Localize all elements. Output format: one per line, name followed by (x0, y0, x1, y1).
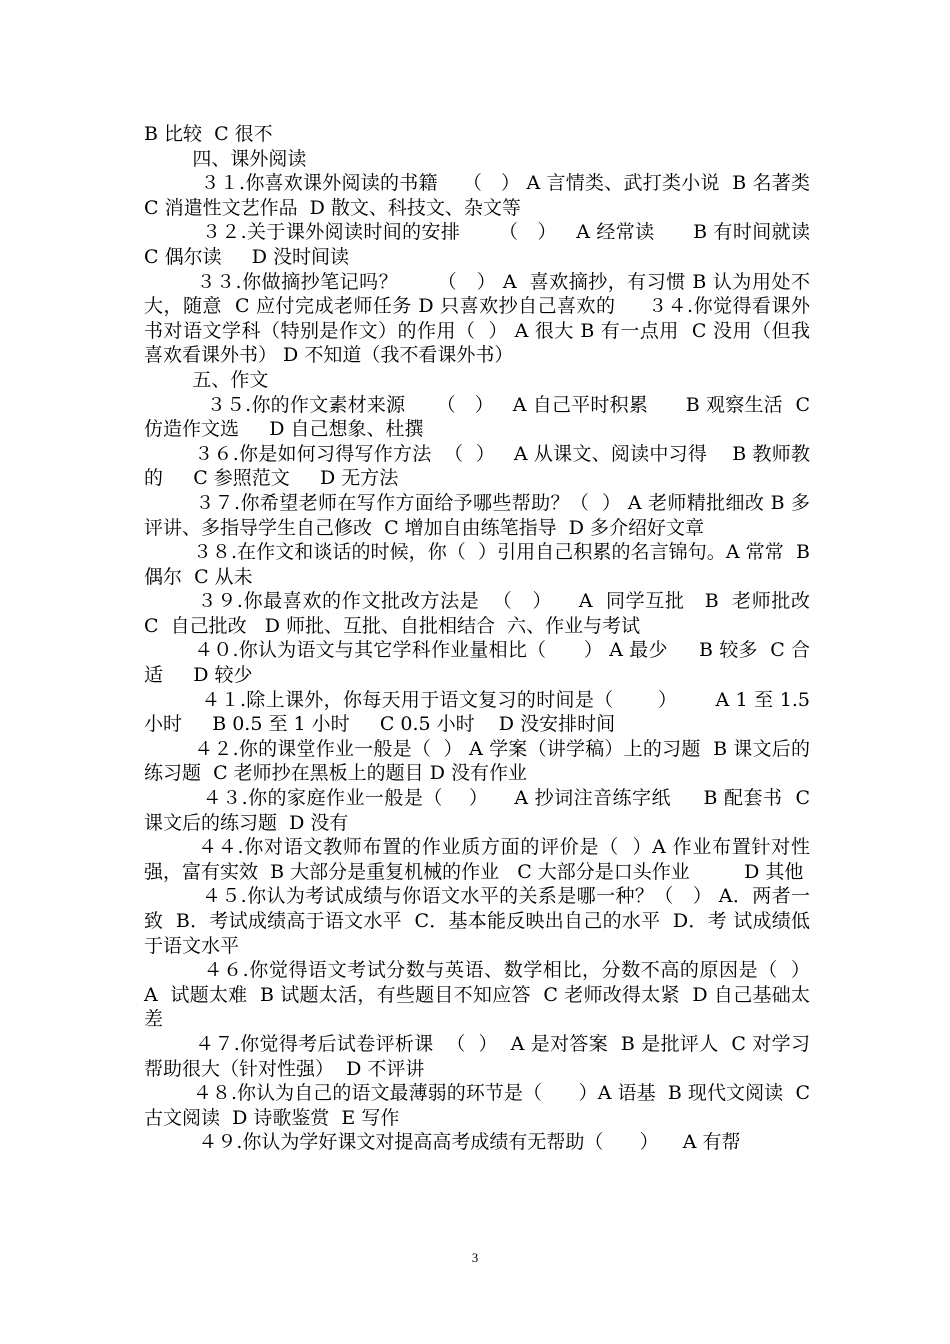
question-44: ４４.你对语文教师布置的作业质方面的评价是（ ）A 作业布置针对性强，富有实效 B 大部分是重复机械的作业 C 大部分是口头作业 D 其他 (144, 836, 810, 883)
question-38: ３８.在作文和谈话的时候，你（ ）引用自己积累的名言锦句。A 常常 B 偶尔 C 从未 (144, 541, 817, 588)
question-46: ４６.你觉得语文考试分数与英语、数学相比，分数不高的原因是（ ） A 试题太难 B 试题太活，有些题目不知应答 C 老师改得太紧 D 自己基础太差 (144, 959, 823, 1031)
question-35: ３５.你的作文素材来源 （ ） A 自己平时积累 B 观察生活 C 仿造作文选 D 自己想象、杜撰 (144, 393, 817, 441)
question-33-34: ３３.你做摘抄笔记吗？ （ ） A 喜欢摘抄，有习惯 B 认为用处不大，随意 C 应付完成老师任务 D 只喜欢抄自己喜欢的 ３４.你觉得看课外书对语文学科（特别是作文）的作用（ ） A 很大 B 有一点用 C 没用（但我喜欢看课外书） D 不知道（我不看课外书） (144, 270, 810, 367)
question-45: ４５.你认为考试成绩与你语文水平的关系是哪一种？（ ） A．两者一致 B．考试成绩高于语文水平 C．基本能反映出自己的水平 D．考 试成绩低于语文水平 (144, 885, 810, 957)
question-40: ４０.你认为语文与其它学科作业量相比（ ） A 最少 B 较多 C 合适 D 较少 (144, 639, 810, 687)
section-heading-extracurricular-reading: 四、课外阅读 (144, 147, 307, 170)
paragraph-options-b-c: B 比较 C 很不 (144, 123, 273, 145)
question-43: ４３.你的家庭作业一般是（ ） A 抄词注音练字纸 B 配套书 C 课文后的练习题 D 没有 (144, 787, 817, 834)
question-49: ４９.你认为学好课文对提高高考成绩有无帮助（ ） A 有帮 (144, 1131, 741, 1154)
question-41: ４１.除上课外，你每天用于语文复习的时间是（ ） A 1 至 1.5 小时 B 0.5 至 1 小时 C 0.5 小时 D 没安排时间 (144, 688, 817, 736)
question-48: ４８.你认为自己的语文最薄弱的环节是（ ）A 语基 B 现代文阅读 C 古文阅读 D 诗歌鉴赏 E 写作 (144, 1082, 817, 1129)
question-42: ４２.你的课堂作业一般是（ ） A 学案（讲学稿）上的习题 B 课文后的练习题 C 老师抄在黑板上的题目 D 没有作业 (144, 737, 810, 785)
page-number: 3 (471, 1250, 479, 1265)
question-47: ４７.你觉得考后试卷评析课 （ ） A 是对答案 B 是批评人 C 对学习帮助很大（针对性强） D 不评讲 (144, 1032, 810, 1080)
question-39: ３９.你最喜欢的作文批改方法是 （ ） A 同学互批 B 老师批改 C 自己批改 D 师批、互批、自批相结合 六、作业与考试 (144, 590, 829, 637)
document-body (144, 122, 841, 1155)
question-36: ３６.你是如何习得写作方法 （ ） A 从课文、阅读中习得 B 教师教的 C 参照范文 D 无方法 (144, 442, 810, 490)
section-heading-composition: 五、作文 (144, 368, 269, 391)
question-32: ３２.关于课外阅读时间的安排 （ ） A 经常读 B 有时间就读 C 偶尔读 D 没时间读 (144, 221, 841, 268)
question-37: ３７.你希望老师在写作方面给予哪些帮助？（ ） A 老师精批细改 B 多评讲、多指导学生自己修改 C 增加自由练笔指导 D 多介绍好文章 (144, 491, 810, 539)
question-31: ３１.你喜欢课外阅读的书籍 （ ） A 言情类、武打类小说 B 名著类 C 消遣性文艺作品 D 散文、科技文、杂文等 (144, 172, 823, 219)
